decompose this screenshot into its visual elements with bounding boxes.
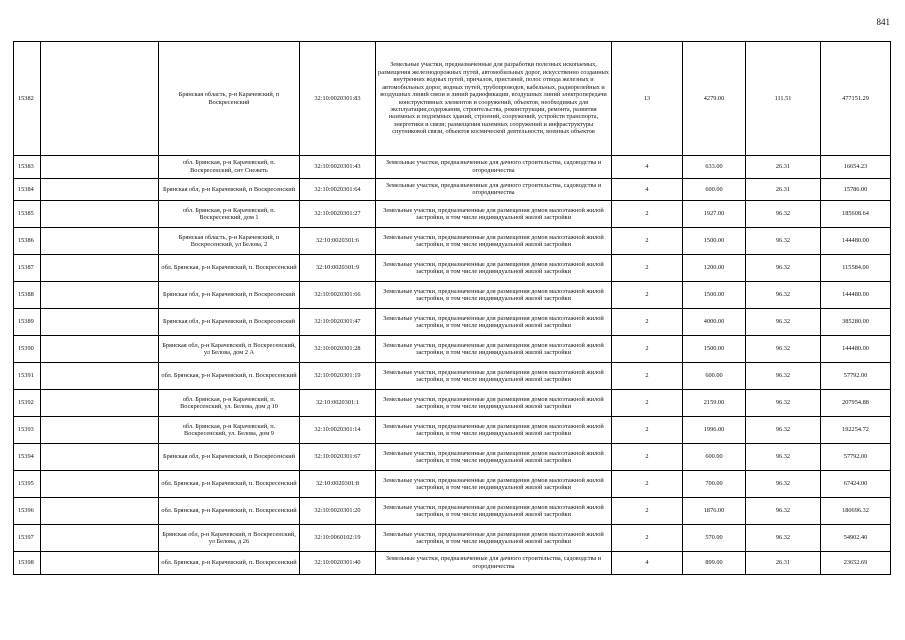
rate-cell: 96.32: [746, 525, 821, 552]
address-cell: обл. Брянская, р-н Карачевский, п. Воскресенский: [159, 498, 300, 525]
address-cell: обл. Брянская, р-н Карачевский, п. Воскресенский, дом 1: [159, 201, 300, 228]
land-use-cell: Земельные участки, предназначенные для размещения домов малоэтажной жилой застройки, в том числе индивидуальной жилой застройки: [376, 336, 612, 363]
group-cell: 2: [612, 228, 683, 255]
blank-cell: [41, 282, 159, 309]
table-row: [14, 42, 891, 156]
address-cell: обл. Брянская, р-н Карачевский, п. Воскресенский: [159, 363, 300, 390]
blank-cell: [41, 471, 159, 498]
address-cell: Брянская обл, р-н Карачевский, п Воскресенский: [159, 309, 300, 336]
table-row: [14, 336, 891, 363]
area-cell: 600.00: [683, 444, 746, 471]
rate-cell: 96.32: [746, 336, 821, 363]
area-cell: 1200.00: [683, 255, 746, 282]
area-cell: 1876.00: [683, 498, 746, 525]
land-use-cell: Земельные участки, предназначенные для размещения домов малоэтажной жилой застройки, в том числе индивидуальной жилой застройки: [376, 282, 612, 309]
blank-cell: [41, 552, 159, 575]
cadastral-number-cell: 32:10:0020301:47: [300, 309, 376, 336]
land-use-cell: Земельные участки, предназначенные для размещения домов малоэтажной жилой застройки, в том числе индивидуальной жилой застройки: [376, 228, 612, 255]
land-use-cell: Земельные участки, предназначенные для размещения домов малоэтажной жилой застройки, в том числе индивидуальной жилой застройки: [376, 255, 612, 282]
land-use-cell: Земельные участки, предназначенные для размещения домов малоэтажной жилой застройки, в том числе индивидуальной жилой застройки: [376, 444, 612, 471]
row-id-cell: 15390: [14, 336, 41, 363]
land-use-cell: Земельные участки, предназначенные для дачного строительства, садоводства и огородничества: [376, 178, 612, 201]
table-body: [14, 42, 891, 575]
blank-cell: [41, 255, 159, 282]
row-id-cell: 15386: [14, 228, 41, 255]
cadastral-number-cell: 32:10:0020301:6: [300, 228, 376, 255]
cadastral-number-cell: 32:10:0020301:8: [300, 471, 376, 498]
address-cell: обл. Брянская, р-н Карачевский, п. Воскресенский: [159, 255, 300, 282]
rate-cell: 96.32: [746, 471, 821, 498]
table-row: [14, 444, 891, 471]
rate-cell: 96.32: [746, 228, 821, 255]
address-cell: обл. Брянская, р-н Карачевский, п. Воскресенский, ул. Белова, дом 9: [159, 417, 300, 444]
rate-cell: 96.32: [746, 363, 821, 390]
blank-cell: [41, 309, 159, 336]
address-cell: Брянская обл, р-н Карачевский, п Воскресенский, ул Белова, д 26: [159, 525, 300, 552]
blank-cell: [41, 498, 159, 525]
blank-cell: [41, 201, 159, 228]
land-use-cell: Земельные участки, предназначенные для размещения домов малоэтажной жилой застройки, в том числе индивидуальной жилой застройки: [376, 390, 612, 417]
area-cell: 4279.00: [683, 42, 746, 156]
cadastral-value-cell: 115584.00: [821, 255, 891, 282]
table-row: [14, 525, 891, 552]
address-cell: Брянская обл, р-н Карачевский, п Воскресенский: [159, 444, 300, 471]
rate-cell: 96.32: [746, 255, 821, 282]
land-use-cell: Земельные участки, предназначенные для размещения домов малоэтажной жилой застройки, в том числе индивидуальной жилой застройки: [376, 471, 612, 498]
blank-cell: [41, 42, 159, 156]
cadastral-number-cell: 32:10:0060102:19: [300, 525, 376, 552]
address-cell: обл. Брянская, р-н Карачевский, п. Воскресенский: [159, 552, 300, 575]
address-cell: обл. Брянская, р-н Карачевский, п. Воскресенский, снт Снежеть: [159, 156, 300, 179]
table-row: [14, 363, 891, 390]
area-cell: 700.00: [683, 471, 746, 498]
address-cell: Брянская обл, р-н Карачевский, п Воскресенский: [159, 282, 300, 309]
rate-cell: 26.31: [746, 178, 821, 201]
cadastral-number-cell: 32:10:0020301:14: [300, 417, 376, 444]
area-cell: 633.00: [683, 156, 746, 179]
blank-cell: [41, 417, 159, 444]
group-cell: 2: [612, 309, 683, 336]
land-use-cell: Земельные участки, предназначенные для разработки полезных ископаемых, размещения железнодорожных путей, автомобильных дорог, искусственно созданных внутренних водных путей, причалов, пристаней, полос отвода железных и автомобильных дорог, водных путей, трубопроводов, кабельных, радиорелейных и воздушных линий связи и линий радиофикации, воздушных линий электропередачи конструктивных элементов и сооружений, объектов, необходимых для эксплуатации,содержания, строительства, реконструкции, ремонта, развития наземных и подземных зданий, строений, сооружений, устройств транспорта, энергетики и связи; размещения наземных сооружений и инфраструктуры спутниковой связи, объектов космической деятельности, военных объектов: [376, 42, 612, 156]
table-row: [14, 255, 891, 282]
cadastral-number-cell: 32:10:0020301:20: [300, 498, 376, 525]
cadastral-value-cell: 57792.00: [821, 444, 891, 471]
land-use-cell: Земельные участки, предназначенные для размещения домов малоэтажной жилой застройки, в том числе индивидуальной жилой застройки: [376, 309, 612, 336]
table-row: [14, 178, 891, 201]
group-cell: 2: [612, 336, 683, 363]
cadastral-value-cell: 385280.00: [821, 309, 891, 336]
group-cell: 2: [612, 363, 683, 390]
cadastral-number-cell: 32:10:0020301:83: [300, 42, 376, 156]
blank-cell: [41, 178, 159, 201]
area-cell: 600.00: [683, 363, 746, 390]
address-cell: обл. Брянская, р-н Карачевский, п. Воскресенский: [159, 471, 300, 498]
table-row: [14, 201, 891, 228]
group-cell: 2: [612, 525, 683, 552]
row-id-cell: 15398: [14, 552, 41, 575]
rate-cell: 96.32: [746, 444, 821, 471]
cadastral-value-cell: 207954.88: [821, 390, 891, 417]
blank-cell: [41, 156, 159, 179]
rate-cell: 96.32: [746, 498, 821, 525]
rate-cell: 96.32: [746, 417, 821, 444]
area-cell: 1500.00: [683, 228, 746, 255]
area-cell: 600.00: [683, 178, 746, 201]
area-cell: 1500.00: [683, 282, 746, 309]
cadastral-value-cell: 54902.40: [821, 525, 891, 552]
blank-cell: [41, 390, 159, 417]
blank-cell: [41, 363, 159, 390]
table-row: [14, 156, 891, 179]
cadastral-value-cell: 144480.00: [821, 282, 891, 309]
row-id-cell: 15393: [14, 417, 41, 444]
row-id-cell: 15391: [14, 363, 41, 390]
row-id-cell: 15394: [14, 444, 41, 471]
cadastral-number-cell: 32:10:0020301:64: [300, 178, 376, 201]
table-row: [14, 309, 891, 336]
blank-cell: [41, 525, 159, 552]
row-id-cell: 15396: [14, 498, 41, 525]
table-row: [14, 282, 891, 309]
blank-cell: [41, 228, 159, 255]
cadastral-value-cell: 15786.00: [821, 178, 891, 201]
rate-cell: 26.31: [746, 156, 821, 179]
cadastral-value-table: [13, 41, 891, 575]
row-id-cell: 15387: [14, 255, 41, 282]
cadastral-number-cell: 32:10:0020301:27: [300, 201, 376, 228]
cadastral-number-cell: 32:10:0020301:28: [300, 336, 376, 363]
area-cell: 1996.00: [683, 417, 746, 444]
cadastral-number-cell: 32:10:0020301:43: [300, 156, 376, 179]
land-use-cell: Земельные участки, предназначенные для размещения домов малоэтажной жилой застройки, в том числе индивидуальной жилой застройки: [376, 525, 612, 552]
group-cell: 13: [612, 42, 683, 156]
address-cell: Брянская обл, р-н Карачевский, п Воскресенский: [159, 178, 300, 201]
address-cell: обл. Брянская, р-н Карачевский, п. Воскресенский, ул. Белова, дом д 10: [159, 390, 300, 417]
row-id-cell: 15388: [14, 282, 41, 309]
land-use-cell: Земельные участки, предназначенные для размещения домов малоэтажной жилой застройки, в том числе индивидуальной жилой застройки: [376, 201, 612, 228]
area-cell: 4000.00: [683, 309, 746, 336]
table-row: [14, 228, 891, 255]
table-row: [14, 390, 891, 417]
page-number: 841: [876, 17, 890, 27]
group-cell: 2: [612, 417, 683, 444]
row-id-cell: 15389: [14, 309, 41, 336]
address-cell: Брянская область, р-н Карачевский, п Воскресенский, ул Белова, 2: [159, 228, 300, 255]
area-cell: 1927.00: [683, 201, 746, 228]
area-cell: 899.00: [683, 552, 746, 575]
table-row: [14, 498, 891, 525]
land-use-cell: Земельные участки, предназначенные для размещения домов малоэтажной жилой застройки, в том числе индивидуальной жилой застройки: [376, 363, 612, 390]
blank-cell: [41, 444, 159, 471]
table-row: [14, 552, 891, 575]
row-id-cell: 15383: [14, 156, 41, 179]
group-cell: 2: [612, 201, 683, 228]
cadastral-value-cell: 57792.00: [821, 363, 891, 390]
cadastral-value-cell: 144480.00: [821, 228, 891, 255]
row-id-cell: 15385: [14, 201, 41, 228]
cadastral-value-cell: 192254.72: [821, 417, 891, 444]
group-cell: 4: [612, 552, 683, 575]
area-cell: 570.00: [683, 525, 746, 552]
cadastral-value-cell: 185608.64: [821, 201, 891, 228]
address-cell: Брянская обл, р-н Карачевский, п Воскресенский, ул Белова, дом 2 А: [159, 336, 300, 363]
rate-cell: 111.51: [746, 42, 821, 156]
cadastral-number-cell: 32:10:0020301:66: [300, 282, 376, 309]
land-use-cell: Земельные участки, предназначенные для дачного строительства, садоводства и огородничества: [376, 552, 612, 575]
blank-cell: [41, 336, 159, 363]
cadastral-value-cell: 67424.00: [821, 471, 891, 498]
group-cell: 2: [612, 498, 683, 525]
land-use-cell: Земельные участки, предназначенные для дачного строительства, садоводства и огородничества: [376, 156, 612, 179]
land-use-cell: Земельные участки, предназначенные для размещения домов малоэтажной жилой застройки, в том числе индивидуальной жилой застройки: [376, 498, 612, 525]
row-id-cell: 15395: [14, 471, 41, 498]
area-cell: 1500.00: [683, 336, 746, 363]
cadastral-value-cell: 16654.23: [821, 156, 891, 179]
group-cell: 2: [612, 444, 683, 471]
cadastral-number-cell: 32:10:0020301:1: [300, 390, 376, 417]
table-row: [14, 471, 891, 498]
address-cell: Брянская область, р-н Карачевский, п Воскресенский: [159, 42, 300, 156]
row-id-cell: 15397: [14, 525, 41, 552]
cadastral-value-cell: 23652.69: [821, 552, 891, 575]
rate-cell: 96.32: [746, 282, 821, 309]
cadastral-value-cell: 477151.29: [821, 42, 891, 156]
cadastral-number-cell: 32:10:0020301:19: [300, 363, 376, 390]
cadastral-number-cell: 32:10:0020301:67: [300, 444, 376, 471]
group-cell: 2: [612, 255, 683, 282]
group-cell: 4: [612, 178, 683, 201]
row-id-cell: 15384: [14, 178, 41, 201]
rate-cell: 96.32: [746, 201, 821, 228]
table-row: [14, 417, 891, 444]
rate-cell: 96.32: [746, 309, 821, 336]
group-cell: 4: [612, 156, 683, 179]
cadastral-number-cell: 32:10:0020301:9: [300, 255, 376, 282]
rate-cell: 96.32: [746, 390, 821, 417]
rate-cell: 26.31: [746, 552, 821, 575]
group-cell: 2: [612, 471, 683, 498]
row-id-cell: 15382: [14, 42, 41, 156]
cadastral-value-cell: 180696.32: [821, 498, 891, 525]
cadastral-value-cell: 144480.00: [821, 336, 891, 363]
cadastral-number-cell: 32:10:0020301:40: [300, 552, 376, 575]
area-cell: 2159.00: [683, 390, 746, 417]
row-id-cell: 15392: [14, 390, 41, 417]
group-cell: 2: [612, 282, 683, 309]
group-cell: 2: [612, 390, 683, 417]
land-use-cell: Земельные участки, предназначенные для размещения домов малоэтажной жилой застройки, в том числе индивидуальной жилой застройки: [376, 417, 612, 444]
